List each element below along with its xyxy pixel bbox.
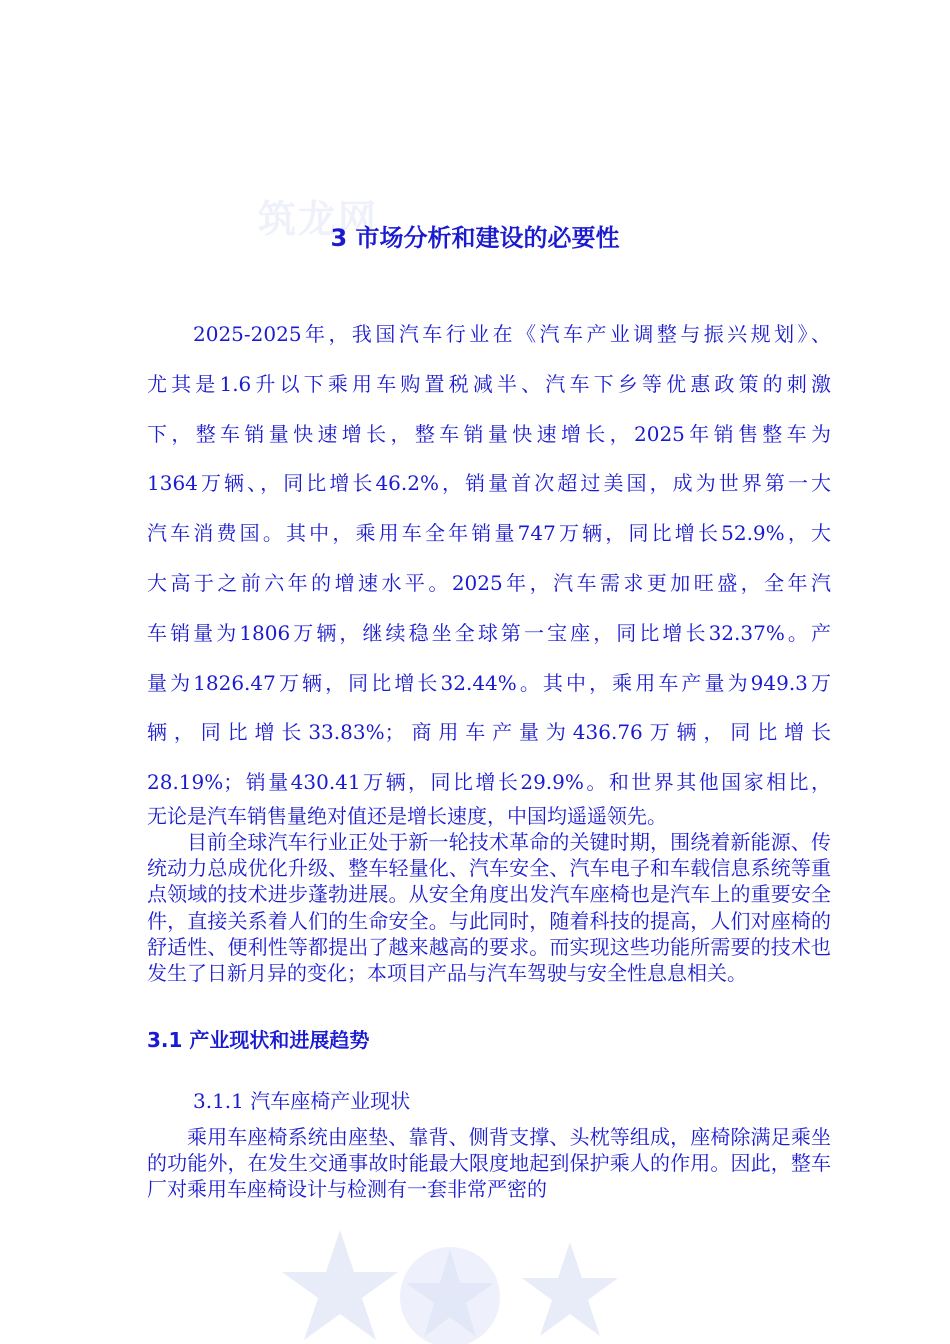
snowflake-watermark-icon [270,1222,630,1344]
heading-3-1-1: 3.1.1 汽车座椅产业现状 [193,1089,411,1113]
text-line-last: 无论是汽车销售量绝对值还是增长速度，中国均遥遥领先。 [147,804,667,828]
text-line: 汽车消费国。其中，乘用车全年销量747万辆，同比增长52.9%，大 [147,521,831,546]
paragraph-industry-trend: 目前全球汽车行业正处于新一轮技术革命的关键时期，围绕着新能源、传统动力总成优化升级、整车轻量化、汽车安全、汽车电子和车载信息系统等重点领域的技术进步蓬勃进展。从安全角度出发汽车座椅也是汽车上的重要安全件，直接关系着人们的生命安全。与此同时，随着科技的提高，人们对座椅的舒适性、便利性等都提出了越来越高的要求。而实现这些功能所需要的技术也发生了日新月异的变化；本项目产品与汽车驾驶与安全性息息相关。 [147,830,831,986]
text-line: 大高于之前六年的增速水平。2025年，汽车需求更加旺盛，全年汽 [147,570,831,595]
paragraph-market-data [147,310,831,808]
text-line: 辆，同比增长33.83%；商用车产量为436.76万辆，同比增长 [147,720,831,745]
heading-3-1: 3.1 产业现状和进展趋势 [147,1028,370,1052]
text-line: 1364万辆、，同比增长46.2%，销量首次超过美国，成为世界第一大 [147,471,831,496]
paragraph-seat-system: 乘用车座椅系统由座垫、靠背、侧背支撑、头枕等组成，座椅除满足乘坐的功能外，在发生交通事故时能最大限度地起到保护乘人的作用。因此，整车厂对乘用车座椅设计与检测有一套非常严密的 [147,1125,831,1202]
watermark-text: 筑龙网 [258,197,379,241]
text-line: 2025-2025年，我国汽车行业在《汽车产业调整与振兴规划》、 [193,322,831,346]
text-line: 下，整车销量快速增长，整车销量快速增长，2025年销售整车为 [147,421,831,446]
text-line: 28.19%；销量430.41万辆，同比增长29.9%。和世界其他国家相比， [147,770,831,795]
text-line: 尤其是1.6升以下乘用车购置税减半、汽车下乡等优惠政策的刺激 [147,371,831,396]
section-title: 3 市场分析和建设的必要性 [330,224,620,252]
text-line: 车销量为1806万辆，继续稳坐全球第一宝座，同比增长32.37%。产 [147,620,831,645]
text-line: 量为1826.47万辆，同比增长32.44%。其中，乘用车产量为949.3万 [147,670,831,695]
